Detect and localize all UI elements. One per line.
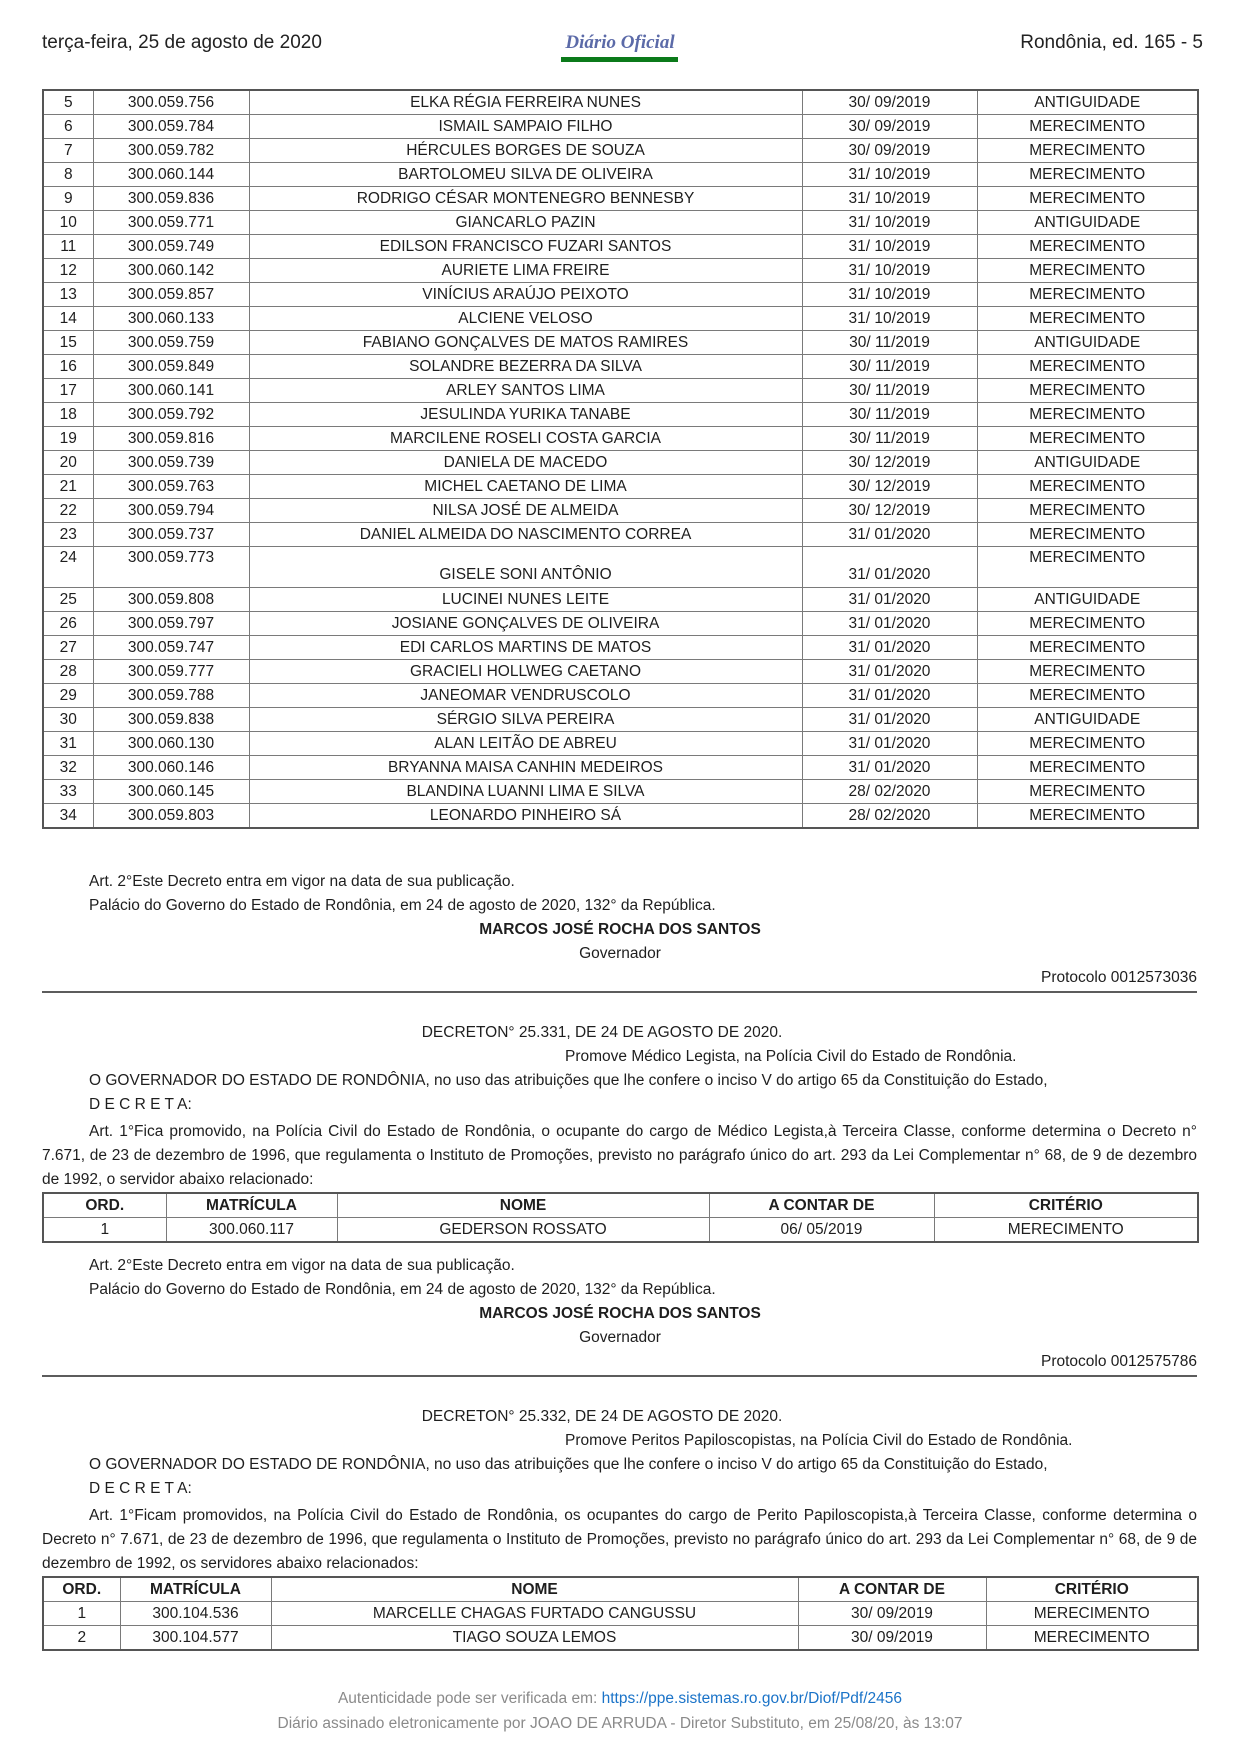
cell-nome: NILSA JOSÉ DE ALMEIDA [249, 499, 802, 523]
table-row [43, 708, 1198, 732]
cell-matricula: 300.059.849 [93, 355, 249, 379]
cell-data: 31/ 10/2019 [802, 187, 977, 211]
cell-data: 30/ 11/2019 [802, 331, 977, 355]
cell-matricula: 300.104.536 [120, 1602, 271, 1626]
cell-nome: SOLANDRE BEZERRA DA SILVA [249, 355, 802, 379]
cell-criterio: ANTIGUIDADE [977, 90, 1198, 115]
cell-criterio: MERECIMENTO [977, 235, 1198, 259]
authenticity-note [0, 1690, 1240, 1708]
cell-nome: MARCILENE ROSELI COSTA GARCIA [249, 427, 802, 451]
table-row [43, 612, 1198, 636]
cell-nome: FABIANO GONÇALVES DE MATOS RAMIRES [249, 331, 802, 355]
cell-matricula: 300.060.145 [93, 780, 249, 804]
table-row [43, 588, 1198, 612]
cell-criterio: MERECIMENTO [977, 379, 1198, 403]
publication-title: Diário Oficial [565, 32, 675, 53]
cell-criterio: MERECIMENTO [977, 307, 1198, 331]
table-header-row [43, 1193, 1198, 1218]
art2-text: Art. 2°Este Decreto entra em vigor na data de sua publicação. [89, 1257, 515, 1274]
signature-note: Diário assinado eletronicamente por JOAO DE ARRUDA - Diretor Substituto, em 25/08/20, às 13:07 [277, 1715, 963, 1732]
cell-data: 28/ 02/2020 [802, 780, 977, 804]
table-row [43, 1626, 1198, 1651]
col-a-contar-de: A CONTAR DE [798, 1577, 986, 1602]
cell-ord: 11 [43, 235, 93, 259]
cell-matricula: 300.059.857 [93, 283, 249, 307]
table-row [43, 1218, 1198, 1243]
table-row [43, 379, 1198, 403]
col-a-contar-de: A CONTAR DE [709, 1193, 934, 1218]
decree-preamble: O GOVERNADOR DO ESTADO DE RONDÔNIA, no uso das atribuições que lhe confere o inciso V do artigo 65 da Constituição do Estado, [89, 1456, 1048, 1473]
cell-ord: 31 [43, 732, 93, 756]
section-divider [42, 1375, 1197, 1377]
cell-ord: 1 [43, 1602, 120, 1626]
col-nome: NOME [271, 1577, 798, 1602]
table-row [43, 187, 1198, 211]
cell-ord: 21 [43, 475, 93, 499]
cell-matricula: 300.060.146 [93, 756, 249, 780]
cell-ord: 20 [43, 451, 93, 475]
signer-name: MARCOS JOSÉ ROCHA DOS SANTOS [479, 921, 761, 938]
table-row [43, 115, 1198, 139]
cell-criterio: MERECIMENTO [977, 756, 1198, 780]
cell-ord: 6 [43, 115, 93, 139]
cell-nome: MARCELLE CHAGAS FURTADO CANGUSSU [271, 1602, 798, 1626]
cell-nome: ALAN LEITÃO DE ABREU [249, 732, 802, 756]
header-edition: Rondônia, ed. 165 - 5 [1020, 32, 1203, 53]
cell-ord: 28 [43, 660, 93, 684]
cell-ord: 10 [43, 211, 93, 235]
cell-criterio: MERECIMENTO [977, 163, 1198, 187]
cell-nome: GISELE SONI ANTÔNIO [249, 547, 802, 588]
col-ord: ORD. [43, 1193, 166, 1218]
promotion-table-continued [42, 89, 1199, 829]
cell-data: 31/ 01/2020 [802, 732, 977, 756]
cell-data: 31/ 10/2019 [802, 163, 977, 187]
cell-data: 31/ 01/2020 [802, 756, 977, 780]
signer-role: Governador [579, 1329, 661, 1346]
cell-criterio: MERECIMENTO [986, 1602, 1198, 1626]
table-row [43, 756, 1198, 780]
cell-data: 31/ 01/2020 [802, 523, 977, 547]
art2-text: Art. 2°Este Decreto entra em vigor na data de sua publicação. [89, 873, 515, 890]
table-row [43, 523, 1198, 547]
promotion-table [42, 1576, 1199, 1651]
cell-criterio: MERECIMENTO [977, 732, 1198, 756]
cell-criterio: ANTIGUIDADE [977, 451, 1198, 475]
cell-ord: 22 [43, 499, 93, 523]
cell-criterio: ANTIGUIDADE [977, 588, 1198, 612]
cell-nome: ALCIENE VELOSO [249, 307, 802, 331]
cell-nome: BRYANNA MAISA CANHIN MEDEIROS [249, 756, 802, 780]
cell-data: 31/ 01/2020 [802, 684, 977, 708]
cell-nome: MICHEL CAETANO DE LIMA [249, 475, 802, 499]
table-header-row [43, 1577, 1198, 1602]
cell-nome: RODRIGO CÉSAR MONTENEGRO BENNESBY [249, 187, 802, 211]
cell-data: 30/ 11/2019 [802, 379, 977, 403]
cell-criterio: MERECIMENTO [977, 115, 1198, 139]
cell-nome: TIAGO SOUZA LEMOS [271, 1626, 798, 1651]
cell-matricula: 300.060.130 [93, 732, 249, 756]
decree-title: DECRETON° 25.331, DE 24 DE AGOSTO DE 2020. [421, 1024, 783, 1041]
decreta-label: D E C R E T A: [89, 1480, 192, 1497]
cell-criterio: MERECIMENTO [977, 403, 1198, 427]
table-row [43, 427, 1198, 451]
cell-nome: BLANDINA LUANNI LIMA E SILVA [249, 780, 802, 804]
cell-ord: 23 [43, 523, 93, 547]
table-row [43, 475, 1198, 499]
table-row [43, 732, 1198, 756]
cell-ord: 30 [43, 708, 93, 732]
cell-nome: GRACIELI HOLLWEG CAETANO [249, 660, 802, 684]
cell-ord: 16 [43, 355, 93, 379]
cell-matricula: 300.059.792 [93, 403, 249, 427]
cell-data: 30/ 11/2019 [802, 355, 977, 379]
cell-ord: 14 [43, 307, 93, 331]
cell-nome: DANIELA DE MACEDO [249, 451, 802, 475]
cell-nome: BARTOLOMEU SILVA DE OLIVEIRA [249, 163, 802, 187]
cell-matricula: 300.059.756 [93, 90, 249, 115]
cell-data: 30/ 12/2019 [802, 475, 977, 499]
cell-data: 31/ 10/2019 [802, 259, 977, 283]
cell-ord: 33 [43, 780, 93, 804]
cell-matricula: 300.059.747 [93, 636, 249, 660]
cell-data: 30/ 09/2019 [802, 139, 977, 163]
table-row [43, 307, 1198, 331]
cell-nome: JANEOMAR VENDRUSCOLO [249, 684, 802, 708]
cell-ord: 2 [43, 1626, 120, 1651]
palacio-text: Palácio do Governo do Estado de Rondônia, em 24 de agosto de 2020, 132° da República. [89, 897, 716, 914]
cell-ord: 19 [43, 427, 93, 451]
cell-matricula: 300.059.784 [93, 115, 249, 139]
table-row [43, 163, 1198, 187]
table-row [43, 451, 1198, 475]
cell-nome: GIANCARLO PAZIN [249, 211, 802, 235]
cell-criterio: MERECIMENTO [977, 780, 1198, 804]
table-row [43, 331, 1198, 355]
art1-text: Art. 1°Ficam promovidos, na Polícia Civil do Estado de Rondônia, os ocupantes do cargo de Perito Papiloscopista,à Terceira Classe, conforme determina o Decreto n° 7.671, de 23 de dezembro de 1996, que regulamenta o Instituto de Promoções, previsto no parágrafo único do art. 293 da Lei Complementar n° 68, de 9 de dezembro de 1992, os servidores abaixo relacionados: [42, 1507, 1197, 1572]
table-row [43, 660, 1198, 684]
table-row [43, 499, 1198, 523]
cell-nome: ISMAIL SAMPAIO FILHO [249, 115, 802, 139]
cell-nome: VINÍCIUS ARAÚJO PEIXOTO [249, 283, 802, 307]
cell-matricula: 300.059.759 [93, 331, 249, 355]
col-ord: ORD. [43, 1577, 120, 1602]
cell-ord: 29 [43, 684, 93, 708]
cell-criterio: MERECIMENTO [977, 612, 1198, 636]
cell-nome: ARLEY SANTOS LIMA [249, 379, 802, 403]
cell-data: 31/ 10/2019 [802, 235, 977, 259]
cell-matricula: 300.104.577 [120, 1626, 271, 1651]
cell-matricula: 300.059.788 [93, 684, 249, 708]
cell-matricula: 300.059.816 [93, 427, 249, 451]
cell-nome: GEDERSON ROSSATO [337, 1218, 709, 1243]
cell-criterio: MERECIMENTO [977, 499, 1198, 523]
cell-criterio: MERECIMENTO [977, 187, 1198, 211]
cell-nome: SÉRGIO SILVA PEREIRA [249, 708, 802, 732]
cell-matricula: 300.059.749 [93, 235, 249, 259]
cell-criterio: MERECIMENTO [977, 684, 1198, 708]
art1-text: Art. 1°Fica promovido, na Polícia Civil do Estado de Rondônia, o ocupante do cargo de Médico Legista,à Terceira Classe, conforme determina o Decreto n° 7.671, de 23 de dezembro de 1996, que regulamenta o Instituto de Promoções, previsto no parágrafo único do art. 293 da Lei Complementar n° 68, de 9 de dezembro de 1992, o servidor abaixo relacionado: [42, 1123, 1197, 1188]
cell-matricula: 300.059.737 [93, 523, 249, 547]
cell-ord: 18 [43, 403, 93, 427]
cell-nome: DANIEL ALMEIDA DO NASCIMENTO CORREA [249, 523, 802, 547]
cell-nome: EDILSON FRANCISCO FUZARI SANTOS [249, 235, 802, 259]
cell-matricula: 300.059.797 [93, 612, 249, 636]
table-row [43, 235, 1198, 259]
cell-criterio: MERECIMENTO [977, 804, 1198, 829]
cell-ord: 26 [43, 612, 93, 636]
col-criterio: CRITÉRIO [934, 1193, 1198, 1218]
cell-data: 30/ 12/2019 [802, 451, 977, 475]
header-date: terça-feira, 25 de agosto de 2020 [42, 32, 322, 53]
cell-ord: 15 [43, 331, 93, 355]
protocol-number: Protocolo 0012575786 [1041, 1353, 1197, 1370]
title-underline-bar [561, 57, 678, 62]
signer-name: MARCOS JOSÉ ROCHA DOS SANTOS [479, 1305, 761, 1322]
cell-data: 06/ 05/2019 [709, 1218, 934, 1243]
col-nome: NOME [337, 1193, 709, 1218]
cell-matricula: 300.059.777 [93, 660, 249, 684]
cell-nome: JESULINDA YURIKA TANABE [249, 403, 802, 427]
cell-ord: 27 [43, 636, 93, 660]
table-row [43, 636, 1198, 660]
cell-data: 31/ 01/2020 [802, 588, 977, 612]
cell-ord: 1 [43, 1218, 166, 1243]
cell-matricula: 300.059.763 [93, 475, 249, 499]
section-divider [42, 991, 1197, 993]
cell-data: 30/ 09/2019 [802, 90, 977, 115]
decreta-label: D E C R E T A: [89, 1096, 192, 1113]
cell-data: 31/ 01/2020 [802, 708, 977, 732]
cell-matricula: 300.059.773 [93, 547, 249, 588]
cell-ord: 12 [43, 259, 93, 283]
authenticity-label: Autenticidade pode ser verificada em: [337, 1690, 602, 1707]
cell-criterio: MERECIMENTO [977, 547, 1198, 588]
table-row [43, 90, 1198, 115]
table-row [43, 804, 1198, 829]
cell-matricula: 300.059.808 [93, 588, 249, 612]
cell-ord: 32 [43, 756, 93, 780]
cell-criterio: MERECIMENTO [977, 427, 1198, 451]
cell-data: 30/ 09/2019 [802, 115, 977, 139]
cell-ord: 8 [43, 163, 93, 187]
cell-nome: LEONARDO PINHEIRO SÁ [249, 804, 802, 829]
cell-matricula: 300.059.739 [93, 451, 249, 475]
cell-criterio: MERECIMENTO [977, 259, 1198, 283]
decree-ementa: Promove Médico Legista, na Polícia Civil do Estado de Rondônia. [565, 1048, 1017, 1065]
cell-matricula: 300.059.836 [93, 187, 249, 211]
cell-ord: 25 [43, 588, 93, 612]
cell-criterio: MERECIMENTO [977, 475, 1198, 499]
cell-criterio: MERECIMENTO [977, 355, 1198, 379]
cell-data: 31/ 01/2020 [802, 660, 977, 684]
cell-data: 31/ 01/2020 [802, 612, 977, 636]
cell-matricula: 300.060.142 [93, 259, 249, 283]
cell-criterio: MERECIMENTO [977, 523, 1198, 547]
cell-data: 30/ 11/2019 [802, 427, 977, 451]
cell-data: 31/ 01/2020 [802, 547, 977, 588]
col-matricula: MATRÍCULA [166, 1193, 337, 1218]
cell-matricula: 300.060.117 [166, 1218, 337, 1243]
cell-matricula: 300.059.803 [93, 804, 249, 829]
signer-role: Governador [579, 945, 661, 962]
cell-nome: HÉRCULES BORGES DE SOUZA [249, 139, 802, 163]
table-row [43, 139, 1198, 163]
col-matricula: MATRÍCULA [120, 1577, 271, 1602]
table-row [43, 547, 1198, 588]
cell-criterio: ANTIGUIDADE [977, 211, 1198, 235]
col-criterio: CRITÉRIO [986, 1577, 1198, 1602]
cell-matricula: 300.059.782 [93, 139, 249, 163]
table-row [43, 1602, 1198, 1626]
cell-data: 30/ 11/2019 [802, 403, 977, 427]
protocol-number: Protocolo 0012573036 [1041, 969, 1197, 986]
cell-data: 30/ 12/2019 [802, 499, 977, 523]
cell-data: 30/ 09/2019 [798, 1626, 986, 1651]
cell-data: 30/ 09/2019 [798, 1602, 986, 1626]
table-row [43, 780, 1198, 804]
cell-criterio: MERECIMENTO [977, 139, 1198, 163]
cell-matricula: 300.059.771 [93, 211, 249, 235]
cell-matricula: 300.059.794 [93, 499, 249, 523]
cell-criterio: ANTIGUIDADE [977, 331, 1198, 355]
cell-nome: AURIETE LIMA FREIRE [249, 259, 802, 283]
cell-data: 31/ 10/2019 [802, 307, 977, 331]
cell-matricula: 300.060.141 [93, 379, 249, 403]
cell-data: 31/ 10/2019 [802, 283, 977, 307]
cell-nome: ELKA RÉGIA FERREIRA NUNES [249, 90, 802, 115]
cell-data: 31/ 10/2019 [802, 211, 977, 235]
cell-ord: 34 [43, 804, 93, 829]
cell-ord: 24 [43, 547, 93, 588]
table-row [43, 403, 1198, 427]
cell-matricula: 300.060.144 [93, 163, 249, 187]
cell-criterio: MERECIMENTO [977, 636, 1198, 660]
cell-data: 31/ 01/2020 [802, 636, 977, 660]
table-row [43, 684, 1198, 708]
promotion-table [42, 1192, 1199, 1243]
cell-criterio: ANTIGUIDADE [977, 708, 1198, 732]
cell-criterio: MERECIMENTO [977, 283, 1198, 307]
table-row [43, 355, 1198, 379]
authenticity-link[interactable]: https://ppe.sistemas.ro.gov.br/Diof/Pdf/2456 [601, 1690, 903, 1707]
decree-title: DECRETON° 25.332, DE 24 DE AGOSTO DE 2020. [421, 1408, 783, 1425]
table-row [43, 259, 1198, 283]
cell-ord: 13 [43, 283, 93, 307]
cell-criterio: MERECIMENTO [986, 1626, 1198, 1651]
cell-matricula: 300.060.133 [93, 307, 249, 331]
table-row [43, 283, 1198, 307]
cell-ord: 5 [43, 90, 93, 115]
cell-ord: 17 [43, 379, 93, 403]
cell-nome: JOSIANE GONÇALVES DE OLIVEIRA [249, 612, 802, 636]
cell-data: 28/ 02/2020 [802, 804, 977, 829]
cell-matricula: 300.059.838 [93, 708, 249, 732]
cell-criterio: MERECIMENTO [977, 660, 1198, 684]
cell-criterio: MERECIMENTO [934, 1218, 1198, 1243]
decree-preamble: O GOVERNADOR DO ESTADO DE RONDÔNIA, no uso das atribuições que lhe confere o inciso V do artigo 65 da Constituição do Estado, [89, 1072, 1048, 1089]
decree-ementa: Promove Peritos Papiloscopistas, na Polícia Civil do Estado de Rondônia. [565, 1432, 1073, 1449]
cell-ord: 9 [43, 187, 93, 211]
table-row [43, 211, 1198, 235]
cell-nome: EDI CARLOS MARTINS DE MATOS [249, 636, 802, 660]
palacio-text: Palácio do Governo do Estado de Rondônia, em 24 de agosto de 2020, 132° da República. [89, 1281, 716, 1298]
cell-ord: 7 [43, 139, 93, 163]
cell-nome: LUCINEI NUNES LEITE [249, 588, 802, 612]
